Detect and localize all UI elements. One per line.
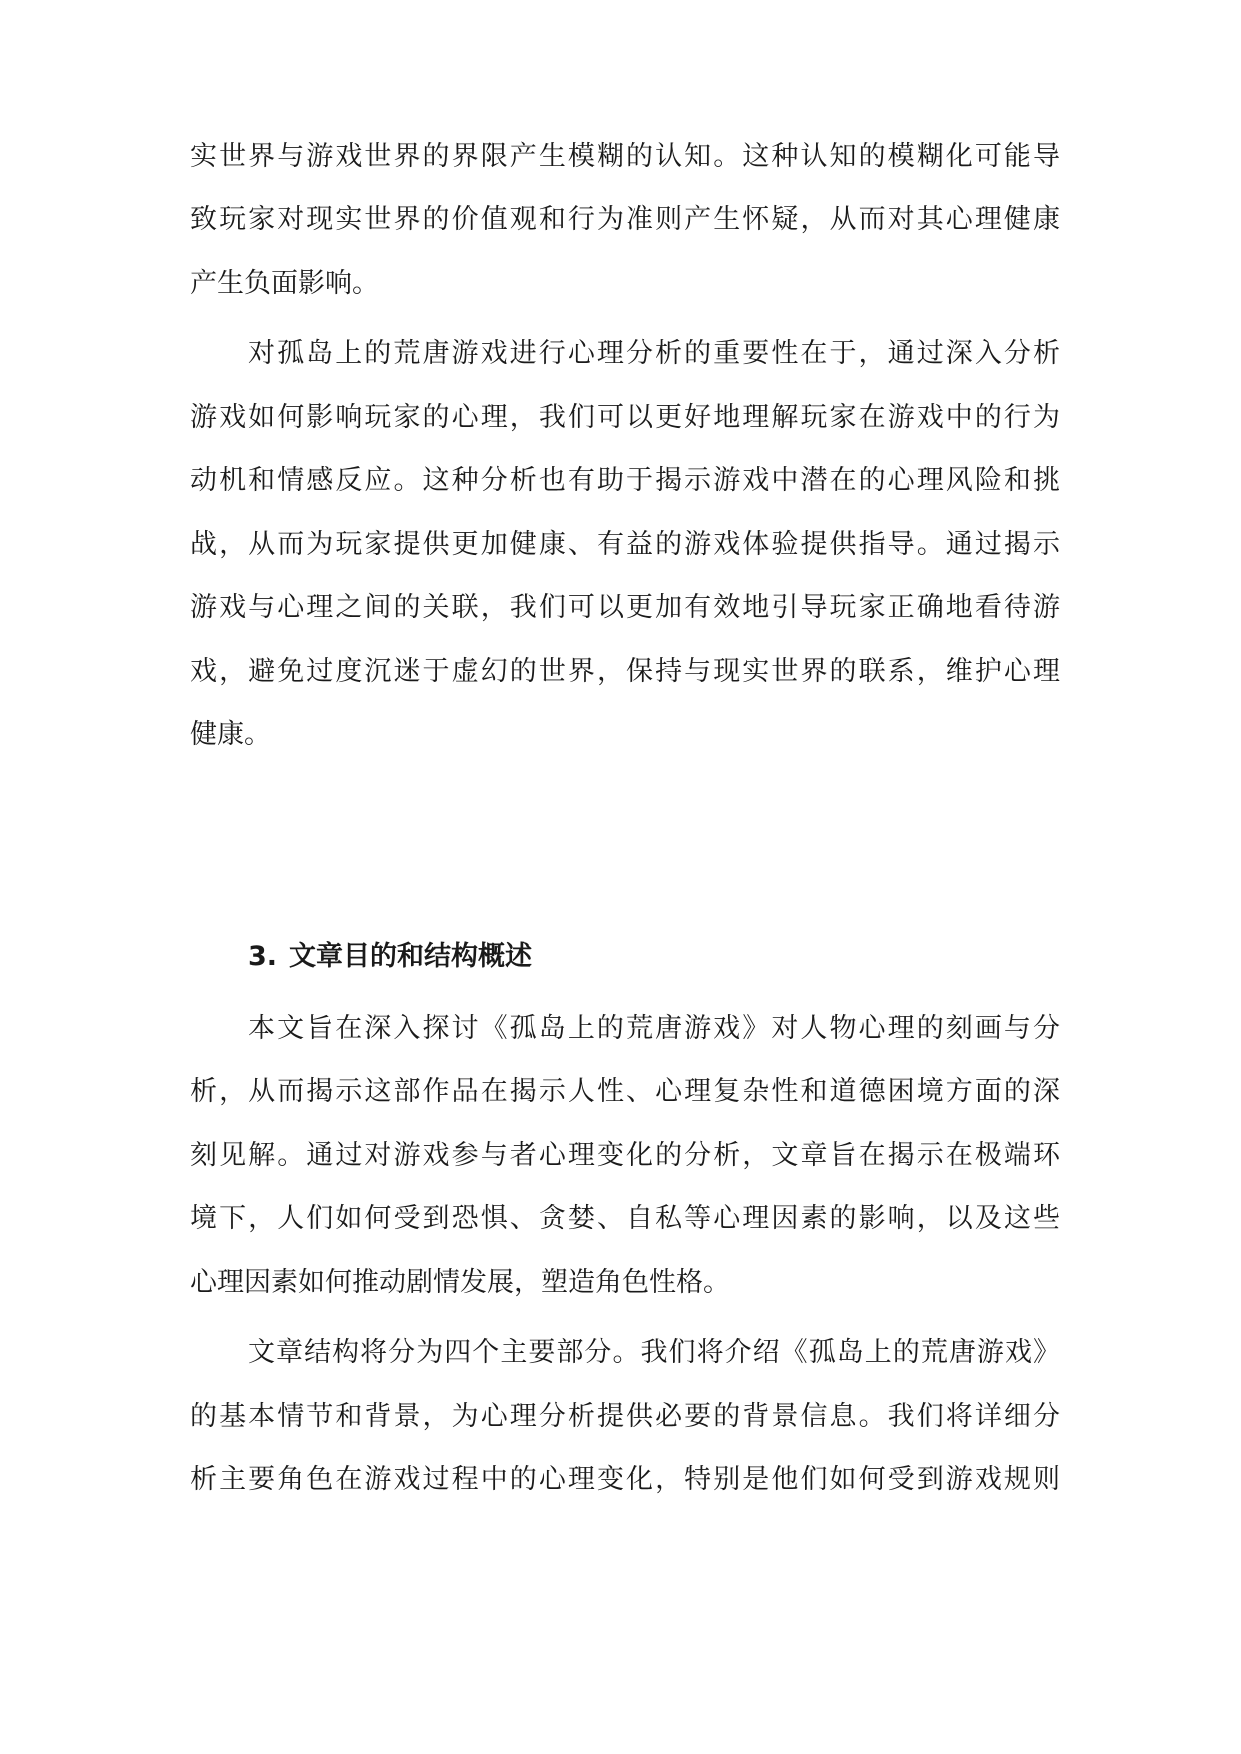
paragraph-3-line-5: 心理因素如何推动剧情发展，塑造角色性格。 [190, 1267, 730, 1298]
paragraph-3-line-4: 境下，人们如何受到恐惧、贪婪、自私等心理因素的影响，以及这些 [190, 1203, 1060, 1234]
paragraph-4-line-1: 文章结构将分为四个主要部分。我们将介绍《孤岛上的荒唐游戏》 [248, 1337, 1060, 1368]
paragraph-1-line-2: 致玩家对现实世界的价值观和行为准则产生怀疑，从而对其心理健康 [190, 204, 1060, 235]
paragraph-2-line-3: 动机和情感反应。这种分析也有助于揭示游戏中潜在的心理风险和挑 [190, 465, 1060, 496]
paragraph-2-line-1: 对孤岛上的荒唐游戏进行心理分析的重要性在于，通过深入分析 [248, 338, 1060, 369]
paragraph-2-line-4: 战，从而为玩家提供更加健康、有益的游戏体验提供指导。通过揭示 [190, 529, 1060, 560]
paragraph-4-line-2: 的基本情节和背景，为心理分析提供必要的背景信息。我们将详细分 [190, 1401, 1060, 1432]
section-heading [248, 937, 532, 977]
paragraph-1-line-3: 产生负面影响。 [190, 268, 379, 299]
paragraph-2-line-5: 游戏与心理之间的关联，我们可以更加有效地引导玩家正确地看待游 [190, 592, 1060, 623]
paragraph-3-line-2: 析，从而揭示这部作品在揭示人性、心理复杂性和道德困境方面的深 [190, 1076, 1060, 1107]
paragraph-1-line-1: 实世界与游戏世界的界限产生模糊的认知。这种认知的模糊化可能导 [190, 141, 1060, 172]
paragraph-4-line-3: 析主要角色在游戏过程中的心理变化，特别是他们如何受到游戏规则 [190, 1464, 1060, 1495]
paragraph-2-line-7: 健康。 [190, 719, 271, 750]
section-number: 3. [248, 941, 278, 972]
paragraph-3-line-1: 本文旨在深入探讨《孤岛上的荒唐游戏》对人物心理的刻画与分 [248, 1013, 1060, 1044]
paragraph-3-line-3: 刻见解。通过对游戏参与者心理变化的分析，文章旨在揭示在极端环 [190, 1140, 1060, 1171]
paragraph-2-line-2: 游戏如何影响玩家的心理，我们可以更好地理解玩家在游戏中的行为 [190, 402, 1060, 433]
section-title: 文章目的和结构概述 [289, 941, 533, 972]
paragraph-2-line-6: 戏，避免过度沉迷于虚幻的世界，保持与现实世界的联系，维护心理 [190, 656, 1060, 687]
